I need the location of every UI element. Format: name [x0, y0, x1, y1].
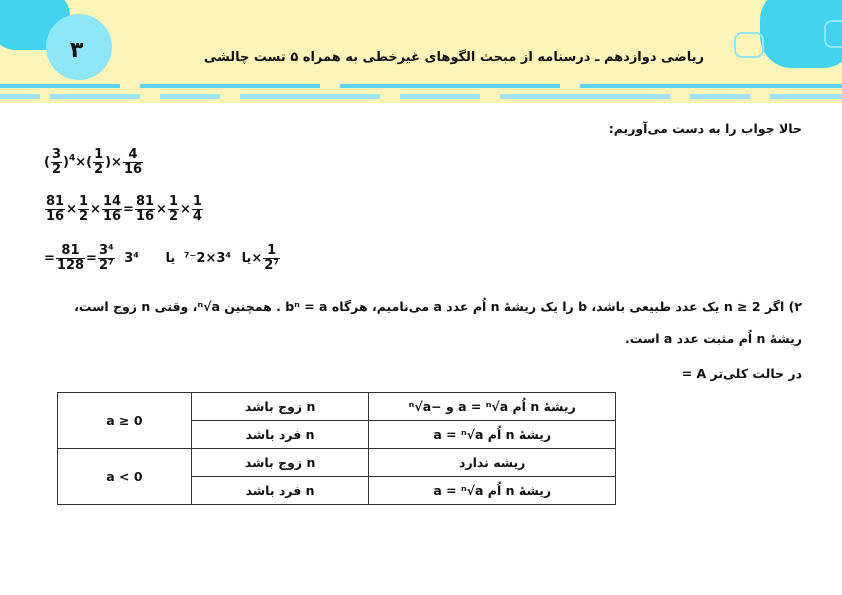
table-cell-case: a ≥ 0	[58, 393, 192, 449]
decorative-stripe	[500, 94, 670, 99]
decorative-stripe	[160, 94, 220, 99]
decorative-stripe	[0, 84, 120, 88]
decorative-shape	[734, 32, 764, 58]
decorative-stripe	[400, 94, 480, 99]
roots-table	[57, 392, 616, 505]
math-step-3: = $\frac{81}{128}$ = $\frac{\text{3⁴}}{\text{2⁷}}$ یا 3⁴×2⁻⁷ یا 3⁴× $\frac{1}{\text{2⁷}}$	[44, 243, 280, 273]
decorative-stripe	[140, 84, 320, 88]
paragraph-line-2: ریشهٔ n اُم مثبت عدد a است.	[624, 331, 802, 346]
decorative-stripe	[50, 94, 140, 99]
decorative-stripe	[690, 94, 750, 99]
table-cell-value: ریشه ندارد	[369, 449, 616, 477]
table-row	[58, 393, 616, 421]
table-cell-value: ریشهٔ n اُم a = ⁿ√a	[369, 477, 616, 505]
decorative-stripe	[240, 94, 380, 99]
decorative-stripe	[770, 94, 842, 99]
decorative-stripe	[0, 94, 40, 99]
table-row	[58, 449, 616, 477]
table-cell-value: ریشهٔ n اُم a = ⁿ√a و −ⁿ√a	[369, 393, 616, 421]
paragraph-line-1: ۲) اگر n ≥ 2 یک عدد طبیعی باشد، b را یک ریشهٔ n اُم عدد a می‌نامیم، هرگاه bⁿ = a . همچنین ⁿ√a، وقتی n زوج است،	[74, 299, 802, 314]
table-cell-case: a < 0	[58, 449, 192, 505]
decorative-shape	[824, 20, 842, 48]
table-cell-condition: n فرد باشد	[191, 477, 369, 505]
page-number: ۳	[70, 38, 84, 63]
table-cell-condition: n زوج باشد	[191, 449, 369, 477]
general-case-line: در حالت کلی‌تر A =	[681, 366, 802, 381]
math-step-1: ( $\frac{3}{2}$ )$^4$×( $\frac{1}{2}$ )× $\frac{4}{16}$	[44, 147, 143, 177]
table-cell-value: ریشهٔ n اُم a = ⁿ√a	[369, 421, 616, 449]
decorative-stripe	[580, 84, 842, 88]
decorative-stripe	[340, 84, 560, 88]
table-cell-condition: n فرد باشد	[191, 421, 369, 449]
table-cell-condition: n زوج باشد	[191, 393, 369, 421]
page-title: ریاضی دوازدهم ـ درسنامه از مبحث الگوهای غیرخطی به همراه ۵ تست چالشی	[203, 50, 704, 65]
intro-line: حالا جواب را به دست می‌آوریم:	[608, 121, 802, 136]
math-step-2: $\frac{81}{16}$ × $\frac{1}{2}$ × $\frac{14}{16}$ = $\frac{81}{16}$ × $\frac{1}{2}$ × $\frac{1}{4}$	[46, 194, 202, 224]
